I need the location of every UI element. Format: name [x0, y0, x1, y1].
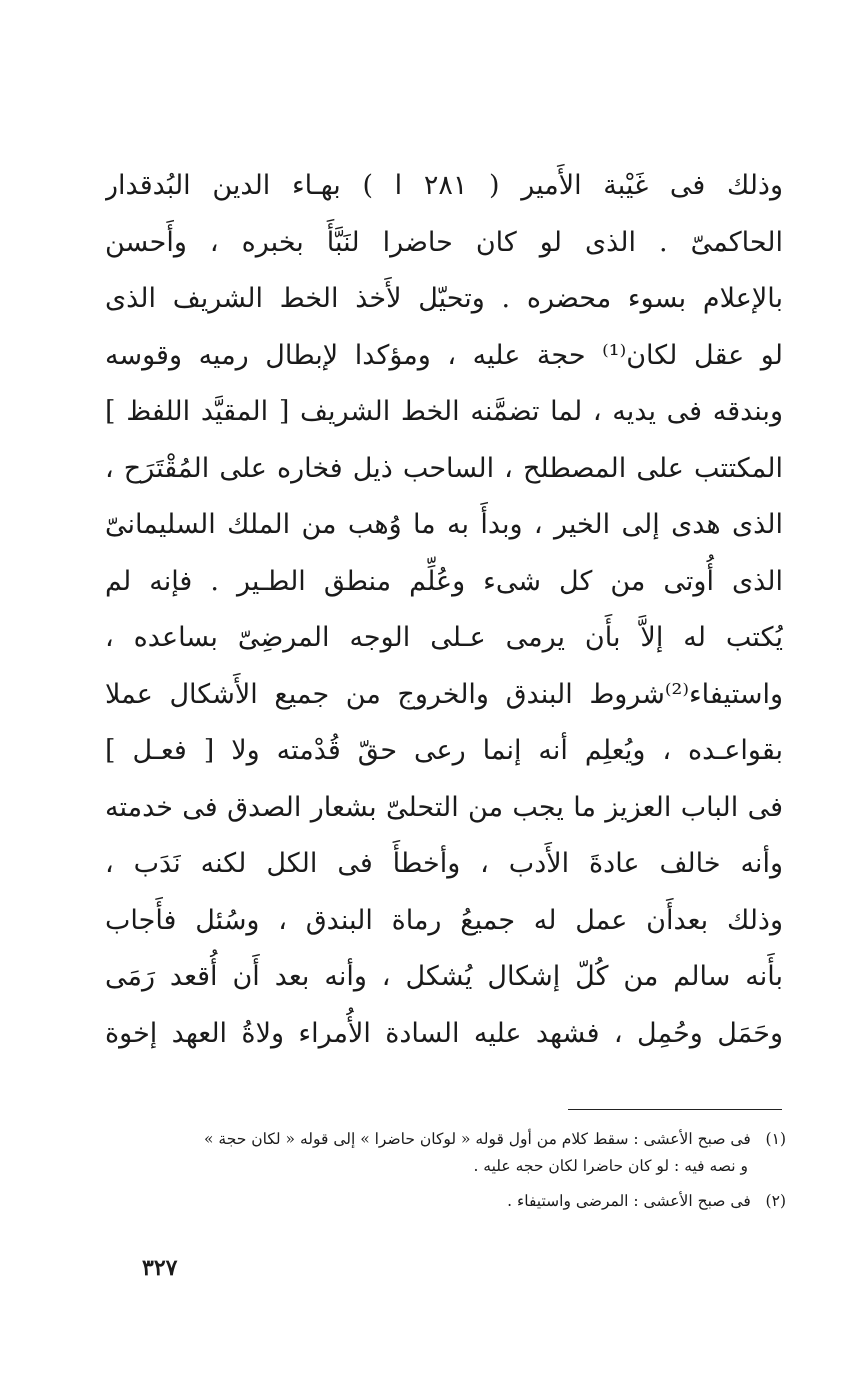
text-line: وذلك فى غَيْبة الأَمير ( ٢٨١ ا ) بهـاء الدين البُدقدار — [105, 170, 783, 201]
text-line: الحاكمىّ . الذى لو كان حاضرا لنَبَّأَ بخبره ، وأَحسن — [105, 226, 783, 258]
footnote-1-continuation: و نصه فيه : لو كان حاضرا لكان حجه عليه . — [473, 1157, 748, 1175]
text-line: بالإعلام بسوء محضره . وتحيّل لأَخذ الخط الشريف الذى — [105, 283, 783, 314]
footnotes — [110, 1126, 786, 1215]
text-line: المكتتب على المصطلح ، الساحب ذيل فخاره على المُقْتَرَح ، — [105, 452, 783, 484]
text-line: واستيفاء⁽²⁾شروط البندق والخروج من جميع الأَشكال عملا — [105, 678, 783, 710]
footnote-separator — [568, 1109, 782, 1110]
text-line: وأنه خالف عادةَ الأَدب ، وأخطأَ فى الكل لكنه نَدَب ، — [105, 848, 783, 879]
text-line: فى الباب العزيز ما يجب من التحلىّ بشعار الصدق فى خدمته — [105, 791, 783, 823]
footnote-text: فى صبح الأعشى : سقط كلام من أول قوله « لوكان حاضرا » إلى قوله « لكان حجة » — [203, 1130, 751, 1148]
text-line: بأَنه سالم من كُلّ إشكال يُشكل ، وأنه بعد أَن أُقعد رَمَى — [105, 961, 783, 992]
text-line: الذى هدى إلى الخير ، وبدأَ به ما وُهب من الملك السليمانىّ — [105, 509, 783, 540]
main-text-block — [105, 158, 783, 1062]
text-line: يُكتب له إلاَّ بأَن يرمى عـلى الوجه المرضِىّ بساعده ، — [105, 622, 783, 653]
text-line: بقواعـده ، ويُعلِم أنه إنما رعى حقّ قُدْمته ولا [ فعـل ] — [105, 735, 783, 766]
text-line: وذلك بعدأَن عمل له جميعُ رماة البندق ، وسُئل فأَجاب — [105, 904, 783, 936]
page-number: ٣٢٧ — [142, 1255, 178, 1281]
footnote-marker: (٢) — [765, 1192, 786, 1210]
text-line: لو عقل لكان⁽¹⁾ حجة عليه ، ومؤكدا لإبطال رميه وقوسه — [105, 339, 783, 371]
footnote-marker: (١) — [765, 1130, 786, 1148]
footnote-text: فى صبح الأعشى : المرضى واستيفاء . — [507, 1192, 751, 1210]
text-line: وحَمَل وحُمِل ، فشهد عليه السادة الأُمراء ولاةُ العهد إخوة — [105, 1017, 783, 1049]
text-line: وبندقه فى يديه ، لما تضمَّنه الخط الشريف [ المقيَّد اللفظ ] — [105, 396, 783, 427]
text-line: الذى أُوتى من كل شىء وعُلِّم منطق الطـير . فإنه لم — [105, 565, 783, 597]
footnote-2 — [110, 1188, 786, 1215]
footnote-1 — [110, 1126, 786, 1153]
